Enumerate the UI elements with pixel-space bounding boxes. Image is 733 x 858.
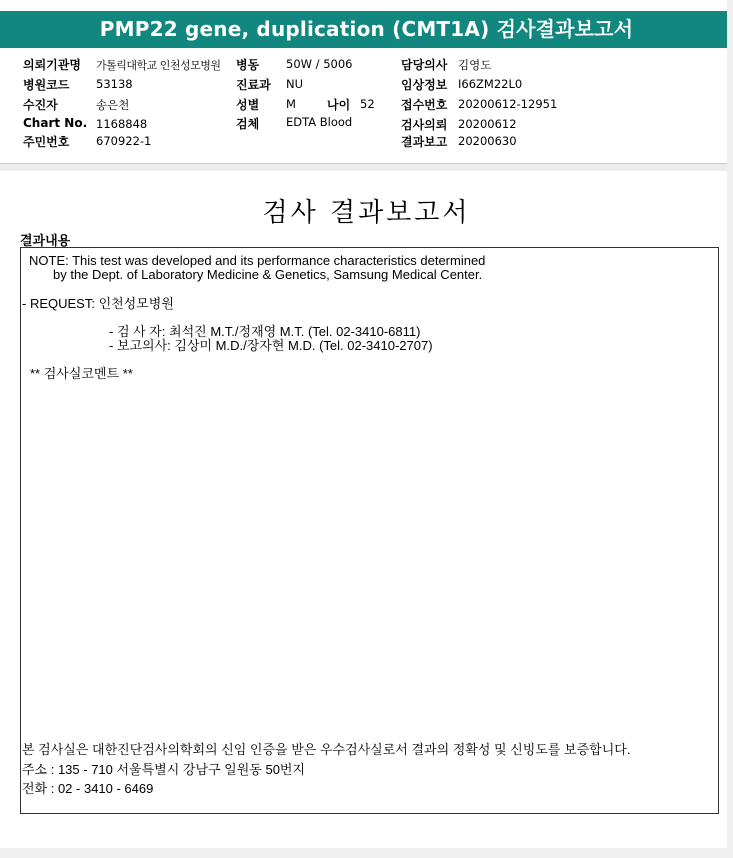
request-line: - REQUEST: 인천성모병원 xyxy=(22,296,174,311)
lab-address: 주소 : 135 - 710 서울특별시 강남구 일원동 50번지 xyxy=(22,762,306,777)
institution-label: 의뢰기관명 xyxy=(23,58,81,72)
id-no-label: 주민번호 xyxy=(23,135,70,149)
hospital-code-value: 53138 xyxy=(96,77,133,91)
lab-phone: 전화 : 02 - 3410 - 6469 xyxy=(22,781,154,796)
doctor-value: 김영도 xyxy=(458,58,492,72)
patient-label: 수진자 xyxy=(23,98,58,112)
sex-value: M xyxy=(286,97,296,111)
report-date-value: 20200630 xyxy=(458,134,517,148)
institution-value: 가톨릭대학교 인천성모병원 xyxy=(96,59,221,72)
result-content-box xyxy=(20,247,719,814)
section-label: 결과내용 xyxy=(20,234,71,249)
tester-line: - 검 사 자: 최석진 M.T./정재영 M.T. (Tel. 02-3410-6811) xyxy=(109,324,421,339)
request-date-label: 검사의뢰 xyxy=(401,118,448,132)
right-edge-strip xyxy=(727,0,733,858)
clinical-info-value: I66ZM22L0 xyxy=(458,77,523,91)
department-label: 진료과 xyxy=(236,78,271,92)
report-date-label: 결과보고 xyxy=(401,135,448,149)
patient-info-section xyxy=(0,52,733,162)
chart-no-label: Chart No. xyxy=(23,116,88,130)
ward-value: 50W / 5006 xyxy=(286,57,353,71)
header-separator xyxy=(0,163,733,171)
id-no-value: 670922-1 xyxy=(96,134,152,148)
report-heading: 검사 결과보고서 xyxy=(262,198,471,228)
note-line-2: by the Dept. of Laboratory Medicine & Genetics, Samsung Medical Center. xyxy=(53,267,483,282)
receipt-no-label: 접수번호 xyxy=(401,98,448,112)
report-title-bar: PMP22 gene, duplication (CMT1A) 검사결과보고서 xyxy=(0,11,733,48)
hospital-code-label: 병원코드 xyxy=(23,78,70,92)
specimen-label: 검체 xyxy=(236,117,260,131)
specimen-value: EDTA Blood xyxy=(286,115,353,129)
receipt-no-value: 20200612-12951 xyxy=(458,97,558,111)
age-label: 나이 xyxy=(327,98,351,112)
clinical-info-label: 임상정보 xyxy=(401,78,448,92)
ward-label: 병동 xyxy=(236,58,260,72)
request-date-value: 20200612 xyxy=(458,117,517,131)
doctor-label: 담당의사 xyxy=(401,58,448,72)
age-value: 52 xyxy=(360,97,375,111)
chart-no-value: 1168848 xyxy=(96,117,148,131)
patient-value: 송은천 xyxy=(96,98,130,112)
bottom-strip xyxy=(0,848,733,858)
department-value: NU xyxy=(286,77,304,91)
certification-note: 본 검사실은 대한진단검사의학회의 신임 인증을 받은 우수검사실로서 결과의 정확성 및 신빙도를 보증합니다. xyxy=(22,742,631,757)
reporter-line: - 보고의사: 김상미 M.D./장자현 M.D. (Tel. 02-3410-2707) xyxy=(109,338,433,353)
sex-label: 성별 xyxy=(236,98,260,112)
note-line-1: NOTE: This test was developed and its performance characteristics determined xyxy=(29,253,486,268)
lab-comment-heading: ** 검사실코멘트 ** xyxy=(30,366,133,381)
